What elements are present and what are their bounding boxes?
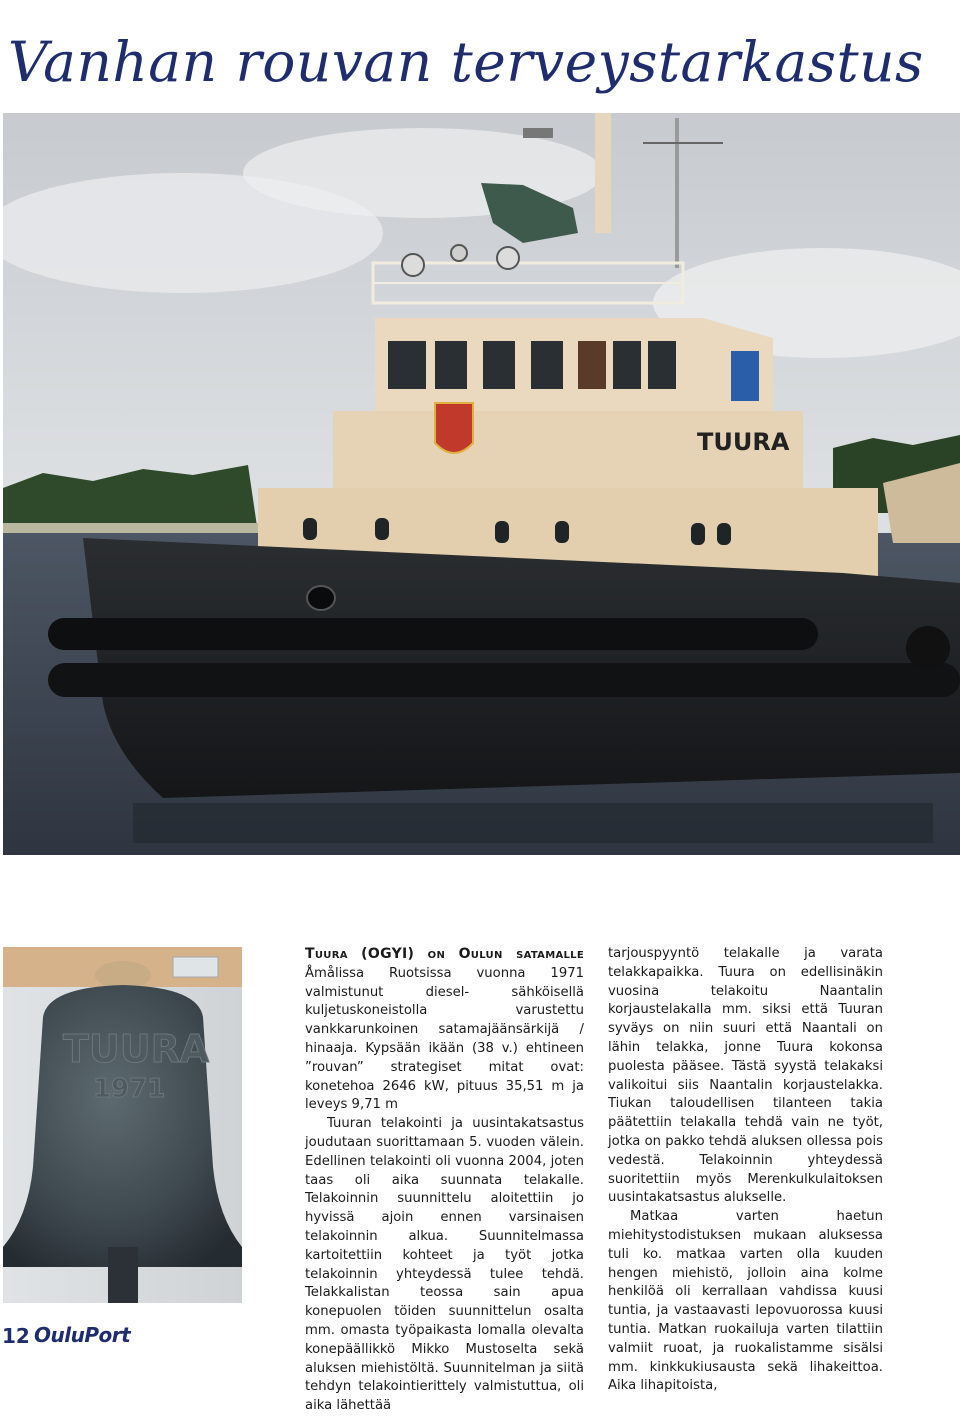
ship-photo [3, 113, 960, 855]
hull-name-text: TUURA [697, 428, 790, 456]
bell-year-text: 1971 [93, 1074, 166, 1104]
brand-logo: OuluPort [34, 1323, 131, 1347]
col1-intro-block [305, 945, 584, 1115]
col2-paragraph-2: Matkaa varten haetun miehitystodistuksen mukaan aluksessa tuli ko. matkaa varten olla kuuden hengen miehistö, jolloin aina kolme henkilöä oli kerrallaan vahdissa kuusi tuntia, ja vastaavasti lepovuorossa kuusi tuntia. Matkan ruokailuja varten tilattiin valmiit ruoat, ja ruokalistamme sisälsi mm. kinkkukiusausta sekä lihakeittoa. Aika lihapitoista, [608, 1209, 883, 1394]
bell-name-text: TUURA [63, 1027, 210, 1071]
col1-paragraph-2: Tuuran telakointi ja uusintakatsastus joudutaan suorittamaan 5. vuoden välein. Edellinen telakointi oli vuonna 2004, joten taas oli aika suunnata telakalle. Telakoinnin suunnittelu aloitettiin jo hyvissä ajoin ennen varsinaisen telakoinnin alkua. Suunnitelmassa kartoitettiin kohteet ja työt jotka telakoinnin yhteydessä tulee tehdä. Telakkalistan teossa sain apua konepuolen töiden suunnittelun osalta mm. omasta työpaikasta lomalla olevalta konepäällikkö Mikko Mustoselta sekä aluksen miehistöltä. Suunnitelman ja siitä tehdyn telakointierittely valmistuttua, oli aika lähettää [305, 1116, 584, 1414]
article-title: Vanhan rouvan terveystarkastus [8, 30, 924, 94]
page-number: 12 [2, 1324, 30, 1348]
bell-photo [3, 947, 242, 1303]
article-column-2 [608, 945, 883, 1396]
article-heading: Tuura (OGYI) on Oulun satamalle [305, 946, 584, 962]
col2-paragraph-1: tarjouspyyntö telakalle ja varata telakkapaikka. Tuura on edellisinäkin vuosina telakoitu Naantalin korjaustelakalla mm. siksi että Tuuran syväys on niin suuri että Naantali on lähin telakka, jonne Tuura kokonsa puolesta pääsee. Tästä syystä telakaksi valikoitui siis Naantalin korjaustelakka. Tiukan taloudellisen tilanteen takia päätettiin telakalla tehdä vain ne työt, jotka on pakko tehdä aluksen ollessa pois vedestä. Telakoinnin yhteydessä suoritettiin myös Merenkulkulaitoksen uusintakatsastus alukselle. [608, 946, 883, 1206]
article-column-1 [305, 945, 584, 1416]
col1-intro-text: Åmålissa Ruotsissa vuonna 1971 valmistunut diesel- sähköisellä kuljetuskoneistolla varustettu vankkarunkoinen satamajäänsärkijä / hinaaja. Kypsään ikään (38 v.) ehtineen ”rouvan” strategiset mitat ovat: konetehoa 2646 kW, pituus 35,51 m ja leveys 9,71 m [305, 965, 584, 1113]
page-footer [0, 1322, 300, 1348]
